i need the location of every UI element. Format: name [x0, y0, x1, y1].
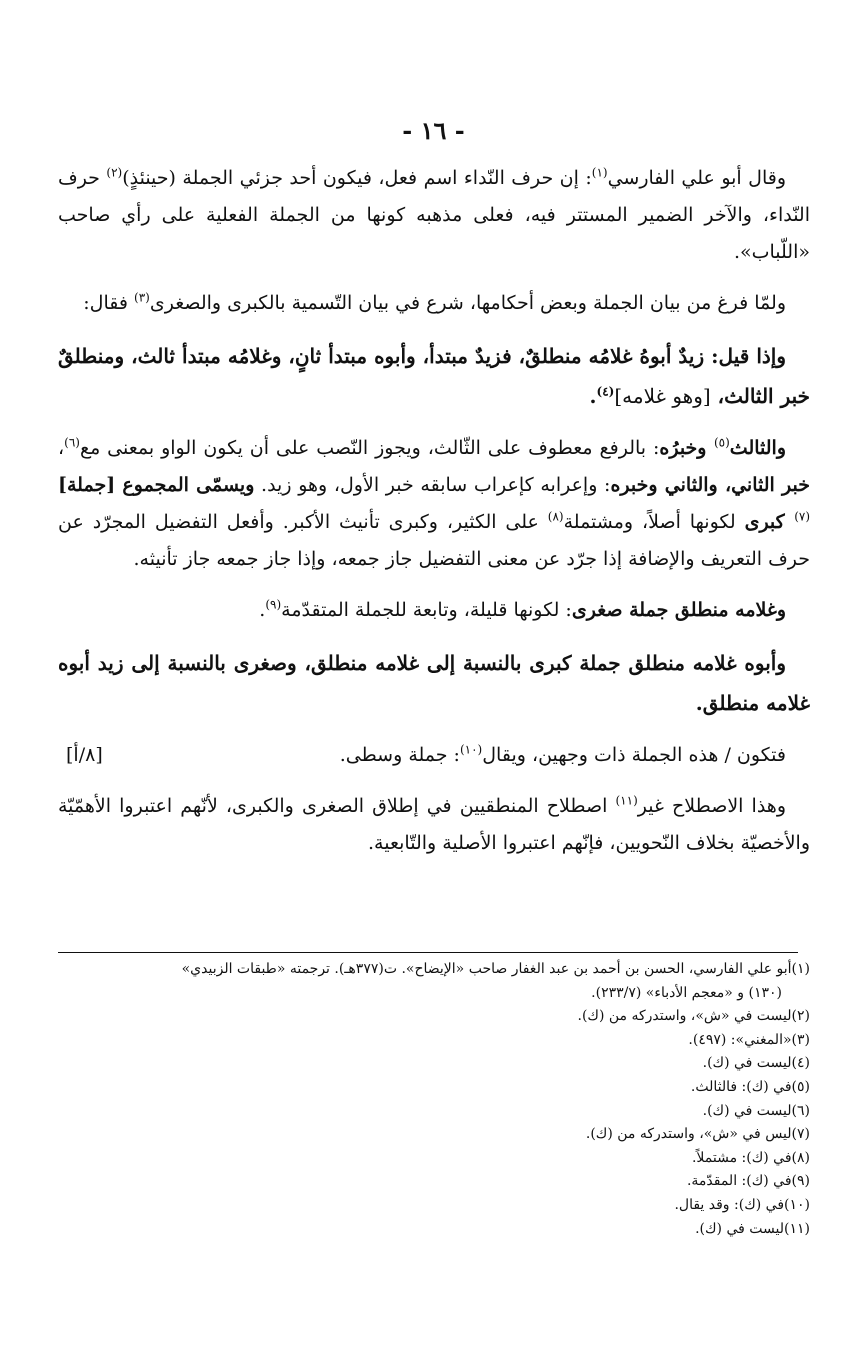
footnote-ref-4: (٤) [596, 384, 615, 399]
footnote-8: (٨)في (ك): مشتملاً. [691, 1149, 810, 1166]
matn-text: كبرى [744, 511, 795, 533]
footnote-11: (١١)ليست في (ك). [695, 1220, 810, 1237]
paragraph-5 [58, 592, 810, 629]
footnotes [58, 958, 810, 1241]
footnote-3: (٣)«المغني»: (٤٩٧). [688, 1031, 810, 1048]
text-span: اصطلاح المنطقيين في إطلاق الصغرى والكبرى، لأنّهم اعتبروا الأهمّيّة والأخصيّة بخلاف النّحويين، فإنّهم اعتبروا الأصلية والتّابعية. [58, 795, 810, 854]
page-number: - ١٦ - [402, 116, 465, 145]
footnote-ref-10: (١٠) [459, 742, 483, 757]
matn-text: والثالث [729, 437, 786, 459]
text-span: وهذا الاصطلاح غير [637, 795, 786, 817]
paragraph-2 [58, 285, 810, 322]
footnote-10: (١٠)في (ك): وقد يقال. [674, 1196, 810, 1213]
text-span: ، [58, 437, 65, 459]
paragraph-6-matn: وأبوه غلامه منطلق جملة كبرى بالنسبة إلى غلامه منطلق، وصغرى بالنسبة إلى زيد أبوه غلامه منطلق. [58, 651, 810, 715]
footnote-5: (٥)في (ك): فالثالث. [690, 1078, 810, 1095]
matn-text: ويسمّى المجموع [جملة] [58, 474, 255, 496]
bracket-addition: [وهو غلامه] [614, 384, 711, 408]
matn-text: وخبرُه [659, 437, 714, 459]
footnote-ref-1: (١) [591, 165, 608, 180]
text-span: فقال: [83, 292, 135, 314]
footnote-6: (٦)ليست في (ك). [702, 1102, 810, 1119]
paragraph-3-matn: وإذا قيل: زيدٌ أبوهُ غلامُه منطلقٌ، فزيدٌ مبتدأ، وأبوه مبتدأ ثانٍ، وغلامُه مبتدأ ثالث، ومنطلقٌ خبر الثالث، [وهو غلامه]$^{(٤)}$. [58, 344, 810, 408]
text-span: : لكونها قليلة، وتابعة للجملة المتقدّمة [281, 599, 572, 621]
footnote-ref-2: (٢) [106, 165, 123, 180]
paragraph-8 [58, 788, 810, 862]
text-span: ولمّا فرغ من بيان الجملة وبعض أحكامها، شرع في بيان التّسمية بالكبرى والصغرى [149, 292, 786, 314]
matn-text: وإذا قيل: زيدٌ أبوهُ غلامُه منطلقٌ، فزيدٌ مبتدأ، وأبوه مبتدأ ثانٍ، وغلامُه مبتدأ ثالث، ومنطلقٌ خبر الثالث، [58, 344, 810, 408]
footnote-7: (٧)ليس في «ش»، واستدركه من (ك). [585, 1126, 810, 1143]
text-span: : وإعرابه كإعراب سابقه خبر الأول، وهو زيد. [254, 474, 611, 496]
paragraph-7-text [340, 737, 810, 774]
matn-text: خبر الثاني، والثاني وخبره [610, 474, 810, 496]
text-span: : إن حرف النّداء اسم فعل، فيكون أحد جزئي الجملة (حينئذٍ) [122, 167, 592, 189]
text-span: : بالرفع معطوف على الثّالث، ويجوز النّصب على أن يكون الواو بمعنى مع [79, 437, 660, 459]
footnote-ref-7: (٧) [794, 509, 811, 524]
text-span: : جملة وسطى. [339, 744, 460, 766]
footnote-ref-9: (٩) [265, 597, 282, 612]
text-span: . [259, 599, 266, 621]
footnote-9: (٩)في (ك): المقدّمة. [686, 1173, 810, 1190]
footnote-2: (٢)ليست في «ش»، واستدركه من (ك). [577, 1008, 810, 1025]
footnote-ref-8: (٨) [547, 509, 564, 524]
footnote-1-continued: (١٣٠) و «معجم الأدباء» (٢٣٣/٧). [591, 984, 782, 1001]
matn-text: وغلامه منطلق جملة صغرى [571, 599, 786, 621]
text-span: على الكثير، وكبرى تأنيث الأكبر. وأفعل التفضيل المجرّد عن حرف التعريف والإضافة إذا جرّد عن معنى التفضيل جاز جمعه، وإذا جاز جمعه جاز تأنيثه. [58, 511, 810, 570]
footnote-1: (١)أبو علي الفارسي، الحسن بن أحمد بن عبد الغفار صاحب «الإيضاح». ت(٣٧٧هـ). ترجمته «طبقات الزبيدي» [181, 961, 810, 977]
main-text [58, 160, 810, 876]
footnote-4: (٤)ليست في (ك). [702, 1055, 810, 1072]
footnote-divider [58, 952, 798, 953]
footnote-ref-3: (٣) [134, 290, 150, 305]
text-span: وقال أبو علي الفارسي [607, 167, 786, 189]
paragraph-4 [58, 430, 810, 578]
manuscript-folio-marker: [٨/أ] [66, 744, 103, 766]
footnote-ref-6: (٦) [64, 435, 80, 450]
text-span: حرف النّداء، والآخر الضمير المستتر فيه، فعلى مذهبه كونها من الجملة الفعلية على رأي صاحب «اللّباب». [58, 167, 810, 263]
paragraph-7 [58, 737, 810, 774]
footnote-ref-5: (٥) [713, 435, 730, 450]
text-span: فتكون / هذه الجملة ذات وجهين، ويقال [482, 744, 786, 766]
paragraph-1 [58, 160, 810, 271]
text-span: لكونها أصلاً، ومشتملة [563, 511, 745, 533]
footnote-ref-11: (١١) [615, 793, 638, 808]
